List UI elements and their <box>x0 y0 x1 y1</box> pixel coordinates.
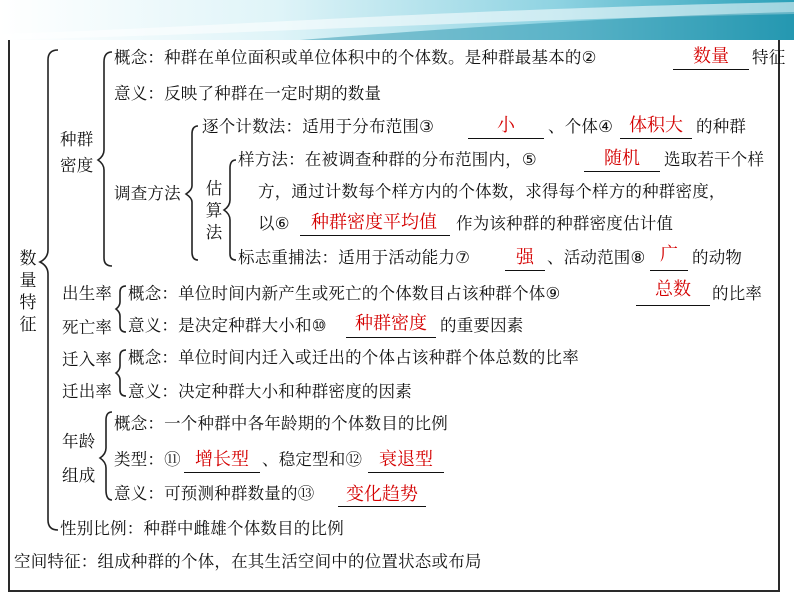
mark-mid: 、活动范围⑧ <box>547 248 646 267</box>
answer-5: 随机 <box>604 148 640 169</box>
blank-4 <box>620 138 692 139</box>
density-concept-post: 特征 <box>752 48 786 67</box>
age-label-1: 年龄 <box>62 432 96 451</box>
answer-8: 广 <box>660 244 678 265</box>
density-meaning: 意义：反映了种群在一定时期的数量 <box>114 84 382 103</box>
blank-9 <box>636 305 710 306</box>
age-type-pre: 类型：⑪ <box>114 450 181 469</box>
answer-3: 小 <box>497 115 515 136</box>
answer-12: 衰退型 <box>379 449 433 470</box>
blank-5 <box>584 171 660 172</box>
blank-12 <box>368 472 444 473</box>
age-label-2: 组成 <box>62 466 96 485</box>
death-rate-label: 死亡率 <box>62 318 113 337</box>
birth-death-meaning-pre: 意义：是决定种群大小和⑩ <box>128 316 327 335</box>
answer-4: 体积大 <box>629 115 683 136</box>
answer-11: 增长型 <box>195 449 249 470</box>
blank-11 <box>184 472 260 473</box>
density-concept-pre: 概念：种群在单位面积或单位体积中的个体数。是种群最基本的② <box>114 48 597 67</box>
age-concept: 概念：一个种群中各年龄期的个体数目的比例 <box>114 414 448 433</box>
quadrat-line3-post: 作为该种群的种群密度估计值 <box>456 214 674 233</box>
answer-9: 总数 <box>655 279 691 300</box>
birth-death-meaning-post: 的重要因素 <box>440 316 524 335</box>
count-method-post: 的种群 <box>696 117 747 136</box>
root-label: 数量特征 <box>19 249 37 335</box>
estimate-title: 估算法 <box>205 179 223 242</box>
density-concept <box>114 48 597 68</box>
count-method-mid: 、个体④ <box>548 117 614 136</box>
answer-2: 数量 <box>693 46 729 67</box>
blank-8 <box>650 270 688 271</box>
density-title: 种群密度 <box>60 130 94 175</box>
blank-3 <box>468 138 544 139</box>
migration-meaning: 意义：决定种群大小和种群密度的因素 <box>128 382 412 401</box>
answer-7: 强 <box>516 247 534 268</box>
birth-rate-label: 出生率 <box>62 284 113 303</box>
birth-death-concept-post: 的比率 <box>712 284 763 303</box>
quadrat-line2: 方，通过计数每个样方内的个体数，求得每个样方的种群密度， <box>258 182 726 201</box>
count-method-pre: 逐个计数法：适用于分布范围③ <box>202 117 435 136</box>
migration-concept: 概念：单位时间内迁入或迁出的个体占该种群个体总数的比率 <box>128 348 579 367</box>
quadrat-line3-pre: 以⑥ <box>258 214 290 233</box>
answer-10: 种群密度 <box>355 313 427 334</box>
blank-2 <box>673 69 749 70</box>
answer-13: 变化趋势 <box>346 484 418 505</box>
header-banner <box>0 0 794 40</box>
age-meaning-pre: 意义：可预测种群数量的⑬ <box>114 484 315 503</box>
quadrat-line1-post: 选取若干个样 <box>664 150 765 169</box>
mark-pre: 标志重捕法：适用于活动能力⑦ <box>238 248 471 267</box>
emigration-label: 迁出率 <box>62 382 113 401</box>
blank-6 <box>300 235 450 236</box>
blank-13 <box>338 506 426 507</box>
blank-7 <box>505 270 545 271</box>
sex-ratio: 性别比例：种群中雌雄个体数目的比例 <box>60 519 344 538</box>
answer-6: 种群密度平均值 <box>311 212 437 233</box>
spatial-feature: 空间特征：组成种群的个体，在其生活空间中的位置状态或布局 <box>14 552 482 571</box>
mark-post: 的动物 <box>692 248 743 267</box>
age-type-mid: 、稳定型和⑫ <box>262 450 363 469</box>
survey-title: 调查方法 <box>114 184 181 203</box>
immigration-label: 迁入率 <box>62 350 113 369</box>
quadrat-line1-pre: 样方法：在被调查种群的分布范围内，⑤ <box>238 150 537 169</box>
density-title-line1 <box>60 127 100 179</box>
birth-death-concept-pre: 概念：单位时间内新产生或死亡的个体数目占该种群个体⑨ <box>128 284 561 303</box>
blank-10 <box>346 337 436 338</box>
